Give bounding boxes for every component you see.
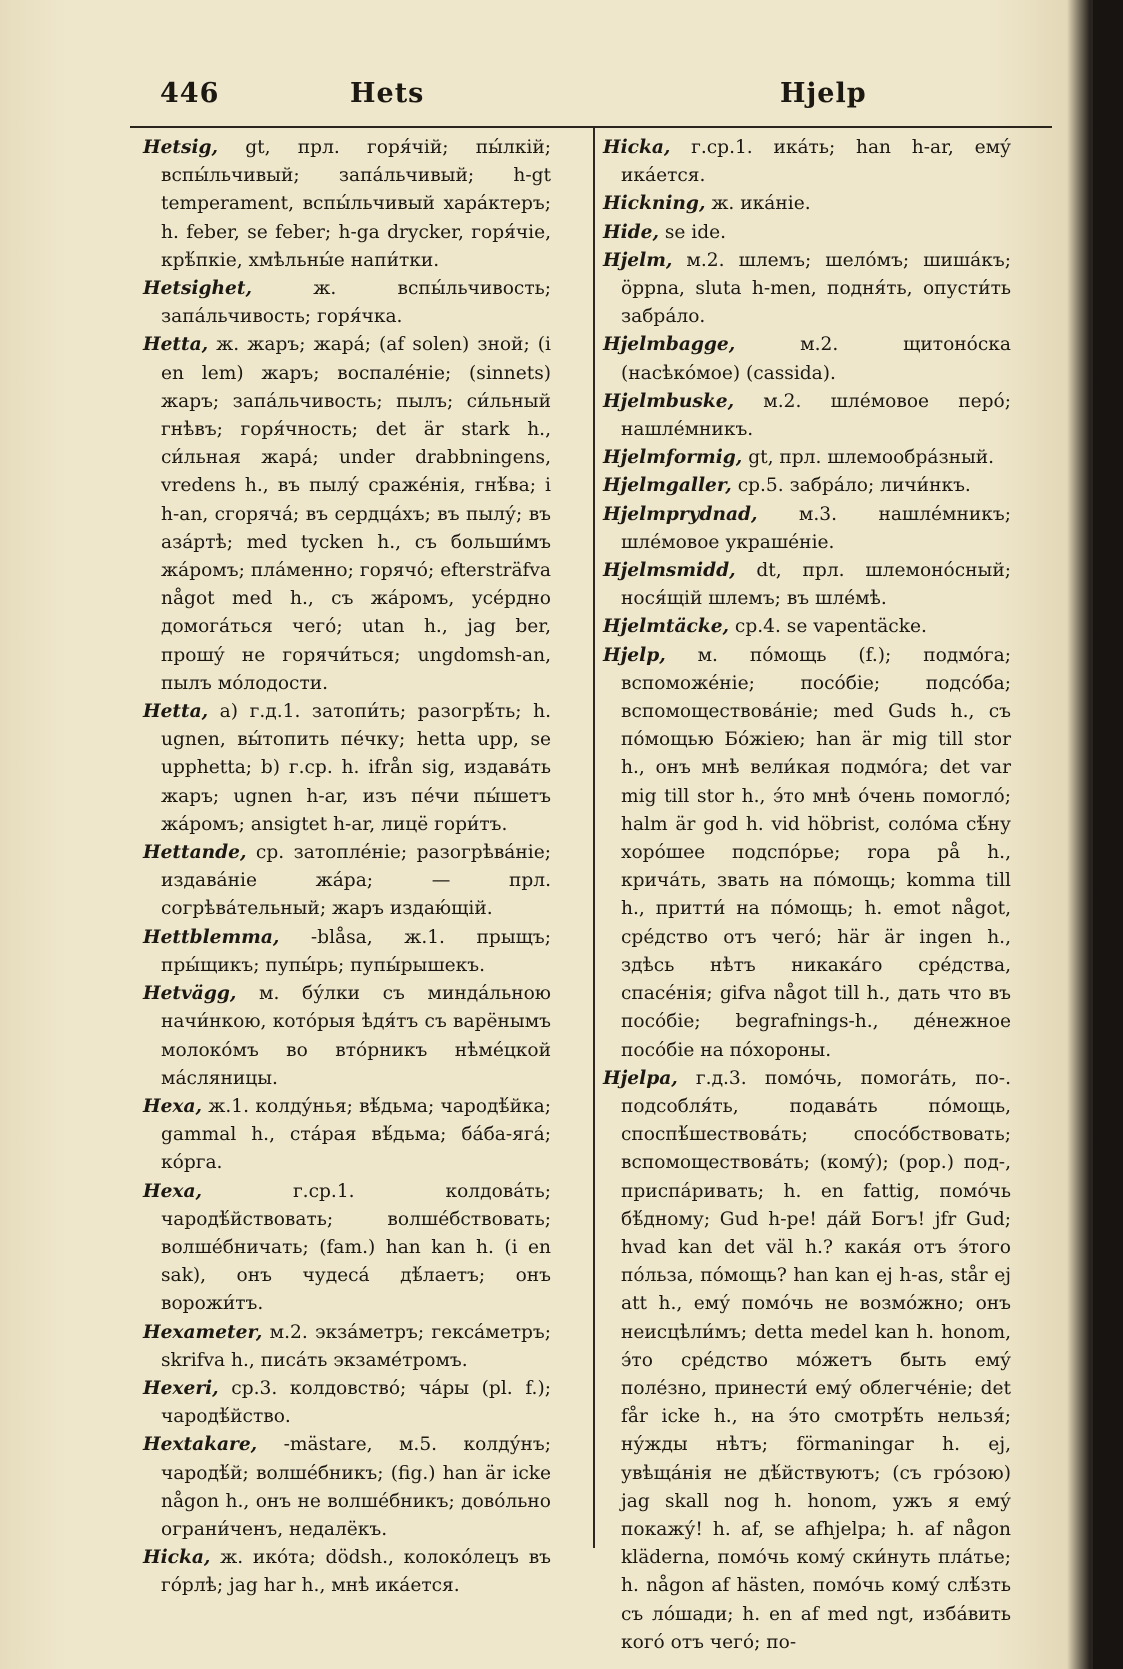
dictionary-entry [143, 1093, 551, 1178]
entry-headword: Hjelmbagge, [603, 334, 736, 356]
entry-headword: Hetta, [143, 701, 209, 723]
entry-definition: gt, прл. горя́чій; пы́лкій; вспы́льчивый; запа́льчивый; h-gt temperament, вспы́льчивый хара́ктеръ; h. feber, se feber; h-ga drycker, горя́чіе, крѣ́пкіе, хмѣльны́е напи́тки. [161, 137, 551, 271]
entry-headword: Hicka, [143, 1547, 211, 1569]
entry-definition: м.2. шле́мовое перо́; нашле́мникъ. [621, 390, 1011, 441]
left-column [143, 134, 551, 1601]
dictionary-entry [143, 980, 551, 1093]
dictionary-entry [143, 839, 551, 924]
entry-definition: ж. вспы́льчивость; запа́льчивость; горя́чка. [161, 278, 551, 328]
entry-headword: Hjelmprydnad, [603, 503, 758, 525]
entry-headword: Hickning, [603, 193, 706, 215]
entry-headword: Hjelmsmidd, [603, 560, 736, 582]
dictionary-entry [603, 444, 1011, 472]
header-rule [130, 126, 1052, 128]
dictionary-entry [603, 134, 1011, 190]
dictionary-entry [603, 472, 1011, 500]
entry-headword: Hjelmbuske, [603, 390, 735, 412]
dictionary-entry [143, 331, 551, 698]
page-edge [1093, 0, 1123, 1669]
dictionary-entry [143, 1375, 551, 1431]
page-number: 446 [160, 78, 220, 109]
entry-definition: ж. жаръ; жара́; (af solen) зной; (i en lem) жаръ; воспале́ніе; (sinnets) жаръ; запа́льчивость; пылъ; си́льный гнѣвъ; горя́чность; det är stark h., си́льная жара́; under drabbningens, vredens h., въ пылу́ сраже́нія, гнѣ́ва; i h-an, сгоряча́; въ сердца́хъ; въ пылу́; въ аза́ртѣ; med tycken h., съ больши́мъ жа́ромъ; пла́менно; горячо́; eftersträfva något med h., съ жа́ромъ, усе́рдно домога́ться чего́; utan h., jag ber, прошу́ не горячи́ться; ungdomsh-an, пылъ мо́лодости. [161, 334, 551, 694]
entry-headword: Hjelm, [603, 249, 673, 271]
entry-definition: ср.5. забра́ло; личи́нкъ. [731, 475, 971, 497]
dictionary-entry [603, 331, 1011, 387]
entry-headword: Hettblemma, [143, 926, 280, 948]
entry-definition: ср. затопле́ніе; разогрѣва́ніе; издава́ніе жа́ра; — прл. согрѣва́тельный; жаръ издаю́щій. [161, 842, 551, 920]
dictionary-entry [143, 1544, 551, 1600]
entry-headword: Hextakare, [143, 1434, 258, 1456]
entry-headword: Hjelmformig, [603, 447, 743, 469]
dictionary-entry [143, 698, 551, 839]
dictionary-entry [143, 134, 551, 275]
dictionary-entry [603, 642, 1011, 1065]
entry-definition: м.2. шлемъ; шело́мъ; шиша́къ; öppna, sluta h-men, подня́ть, опусти́ть забра́ло. [621, 249, 1011, 328]
entry-headword: Hjelpa, [603, 1067, 678, 1089]
entry-definition: г.д.3. помо́чь, помога́ть, по-. подсобля́ть, подава́ть по́мощь, споспѣ́шествова́ть; спосо́бствовать; вспомоществова́ть; (кому́); (рор.) под-, приспа́ривать; h. en fattig, помо́чь бѣ́дному; Gud h-pe! да́й Богъ! jfr Gud; hvad kan det väl h.? кака́я отъ э́того по́льза, по́мощь? han kan ej h-as, står ej att h., ему́ помо́чь не возмо́жно; онъ неисцѣли́мъ; detta medel kan h. honom, э́то сре́дство мо́жетъ быть ему́ поле́зно, принести́ ему́ облегче́ніе; det får icke h., на э́то смотрѣ́ть нельзя́; ну́жды нѣтъ; förmaningar h. ej, увѣща́нія не дѣ́йствуютъ; (съ гро́зою) jag skall nog h. honom, ужъ я ему́ покажу́! h. af, se afhjelpa; h. af någon kläderna, помо́чь кому́ ски́нуть пла́тье; h. någon af hästen, помо́чь кому́ слѣ́зть съ ло́шади; h. en af med ngt, изба́вить кого́ отъ чего́; по- [621, 1067, 1011, 1653]
dictionary-entry [143, 1431, 551, 1544]
entry-definition: se ide. [658, 221, 727, 243]
entry-headword: Hicka, [603, 137, 671, 158]
entry-headword: Hexa, [143, 1095, 203, 1117]
right-column [603, 134, 1011, 1657]
entry-definition: г.ср.1. колдова́ть; чародѣ́йствовать; волше́бствовать; волше́бничать; (fam.) han kan h. (i en sak), онъ чудеса́ дѣ́лаетъ; онъ ворожи́тъ. [161, 1180, 551, 1315]
dictionary-entry [143, 1178, 551, 1319]
entry-definition: м. по́мощь (f.); подмо́га; вспоможе́ніе; посо́біе; подсо́ба; вспомоществова́ніе; med Guds h., съ по́мощью Бо́жіею; han är mig till stor h., онъ мнѣ вели́кая подмо́га; det var mig till stor h., э́то мнѣ о́чень помогло́; halm är god h. vid höbrist, соло́ма сѣ́ну хоро́шее подспо́рье; ropa på h., крича́ть, звать на по́мощь; komma till h., притти́ на по́мощь; h. emot något, сре́дство отъ чего́; här är ingen h., здѣсь нѣтъ никака́го сре́дства, спасе́нія; gifva något till h., дать что въ посо́біе; begrafnings-h., де́нежное посо́біе на по́хороны. [621, 644, 1011, 1061]
entry-headword: Hexameter, [143, 1321, 263, 1343]
entry-headword: Hide, [603, 221, 659, 243]
entry-definition: ж. ика́ніе. [705, 193, 811, 215]
dictionary-entry [603, 1065, 1011, 1657]
page-header [160, 78, 960, 118]
entry-definition: м.2. щитоно́ска (насѣко́мое) (cassida). [621, 334, 1011, 384]
entry-definition: -blåsa, ж.1. прыщъ; пры́щикъ; пупы́рь; пупы́рышекъ. [161, 926, 551, 976]
entry-definition: -mästare, м.5. колду́нъ; чародѣ́й; волше́бникъ; (fig.) han är icke någon h., онъ не волше́бникъ; дово́льно ограни́ченъ, недалёкъ. [161, 1434, 551, 1540]
dictionary-entry [603, 190, 1011, 218]
entry-definition: ж.1. колду́нья; вѣ́дьма; чародѣ́йка; gammal h., ста́рая вѣ́дьма; ба́ба-яга́; ко́рга. [161, 1095, 551, 1174]
dictionary-entry [603, 613, 1011, 641]
dictionary-entry [603, 247, 1011, 332]
dictionary-entry [143, 924, 551, 980]
entry-definition: a) г.д.1. затопи́ть; разогрѣ́ть; h. ugnen, вы́топить пе́чку; hetta upp, se upphetta; b) г.ср. h. ifrån sig, издава́ть жаръ; ugnen h-ar, изъ пе́чи пы́шетъ жа́ромъ; ansigtet h-ar, лицё гори́тъ. [161, 701, 551, 835]
entry-definition: ср.4. se vapentäcke. [729, 616, 927, 638]
entry-definition: г.ср.1. ика́ть; han h-ar, ему́ ика́ется. [621, 137, 1011, 187]
entry-headword: Hjelmtäcke, [603, 616, 730, 638]
entry-definition: dt, прл. шлемоно́сный; нося́щій шлемъ; въ шле́мѣ. [621, 560, 1011, 610]
dictionary-entry [603, 557, 1011, 613]
dictionary-entry [603, 501, 1011, 557]
dictionary-entry [603, 219, 1011, 247]
entry-headword: Hetta, [143, 334, 209, 356]
entry-headword: Hexa, [143, 1180, 203, 1202]
dictionary-entry [143, 275, 551, 331]
entry-definition: ж. ико́та; dödsh., колоко́лецъ въ го́рлѣ; jag har h., мнѣ ика́ется. [161, 1547, 551, 1597]
entry-headword: Hetvägg, [143, 983, 237, 1005]
dictionary-entry [143, 1319, 551, 1375]
entry-headword: Hetsighet, [143, 278, 252, 300]
entry-headword: Hjelp, [603, 644, 666, 666]
entry-definition: gt, прл. шлемообра́зный. [742, 447, 995, 469]
column-divider [593, 128, 595, 1548]
entry-headword: Hettande, [143, 842, 247, 864]
entry-definition: ср.3. колдовство́; ча́ры (pl. f.); чародѣ́йство. [161, 1377, 551, 1428]
entry-definition: м.3. нашле́мникъ; шле́мовое украше́ніе. [621, 503, 1011, 553]
entry-headword: Hetsig, [143, 137, 218, 158]
entry-headword: Hjelmgaller, [603, 475, 732, 497]
entry-definition: м. бу́лки съ минда́льною начи́нкою, кото́рыя ѣдя́тъ съ варёнымъ молоко́мъ во вто́рникъ нѣме́цкой ма́сляницы. [161, 983, 551, 1089]
dictionary-entry [603, 388, 1011, 444]
entry-headword: Hexeri, [143, 1377, 219, 1399]
guide-word-left: Hets [350, 78, 425, 109]
guide-word-right: Hjelp [780, 78, 867, 109]
entry-definition: м.2. экза́метръ; гекса́метръ; skrifva h., писа́ть экзаме́тромъ. [161, 1321, 551, 1371]
